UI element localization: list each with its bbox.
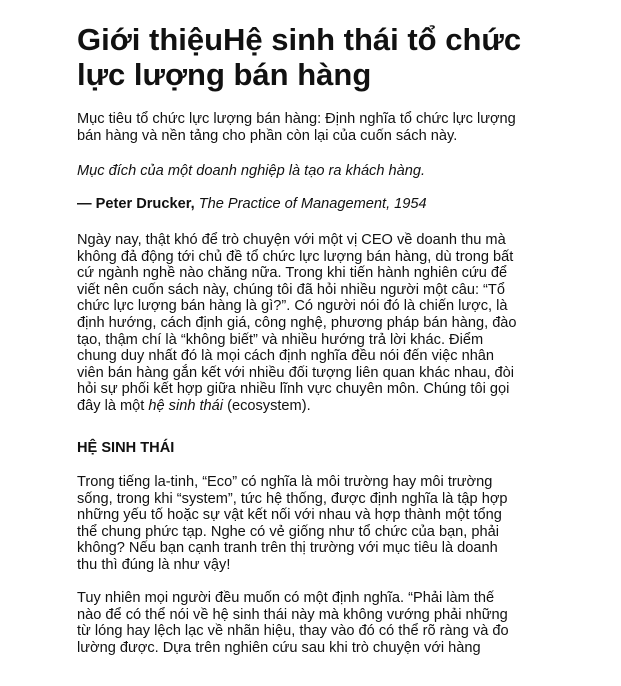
- text-line: Ngày nay, thật khó để trò chuyện với một vị CEO về doanh thu mà: [77, 232, 506, 248]
- text-line: những yếu tố hoặc sự vật kết nối với nhau và hợp thành một tổng: [77, 507, 502, 524]
- title-line: Giới thiệuHệ sinh thái tổ chức: [77, 22, 522, 57]
- text-line: Tuy nhiên mọi người đều muốn có một định nghĩa. “Phải làm thế: [77, 590, 495, 606]
- text-line: tạo, thậm chí là “không biết” và nhiều hướng trả lời khác. Điểm: [77, 331, 484, 348]
- text-line: viên bán hàng gắn kết với nhiều đối tượng liên quan khác nhau, đòi: [77, 364, 515, 381]
- text-line: [77, 398, 517, 415]
- emphasis-term: hệ sinh thái: [148, 397, 224, 414]
- text-line: từ lóng hay lệch lạc về nhãn hiệu, thay vào đó có thể rõ ràng và đo: [77, 623, 509, 640]
- text-line: cứ ngành nghề nào chăng nữa. Trong khi tiến hành nghiên cứu để: [77, 265, 508, 282]
- text-line: lường được. Dựa trên nghiên cứu sau khi trò chuyện với hàng: [77, 639, 481, 656]
- intro-paragraph: [77, 232, 517, 415]
- text-segment: (ecosystem).: [223, 397, 311, 414]
- text-line: Trong tiếng la-tinh, “Eco” có nghĩa là môi trường hay môi trường: [77, 474, 493, 490]
- text-line: sống, trong khi “system”, tức hệ thống, được định nghĩa là tập hợp: [77, 490, 508, 507]
- text-line: chung duy nhất đó là mọi cách định nghĩa đều nói đến việc nhân: [77, 348, 495, 365]
- text-line: chức lực lượng bán hàng là gì?”. Có người nói đó là chiến lược, là: [77, 298, 508, 315]
- text-line: viết nên cuốn sách này, chúng tôi đã hỏi nhiều người một câu: “Tổ: [77, 281, 505, 298]
- text-segment: đây là một: [77, 397, 149, 414]
- text-line: hỏi sự phối kết hợp giữa nhiều lĩnh vực chuyên môn. Chúng tôi gọi: [77, 381, 510, 398]
- text-line: bán hàng và nền tảng cho phần còn lại của cuốn sách này.: [77, 127, 458, 144]
- text-line: nào để có thể nói về hệ sinh thái này mà không vướng phải những: [77, 606, 508, 623]
- page-title: [77, 22, 521, 92]
- definition-paragraph: [77, 590, 509, 656]
- title-line: lực lượng bán hàng: [77, 57, 372, 92]
- text-line: không đả động tới chủ đề tổ chức lực lượng bán hàng, dù trong bất: [77, 248, 514, 265]
- chapter-summary: [77, 111, 516, 144]
- text-line: thể chung phức tạp. Nghe có vẻ giống như tổ chức của bạn, phải: [77, 523, 500, 540]
- text-line: định hướng, cách định giá, công nghệ, phương pháp bán hàng, đào: [77, 314, 517, 331]
- text-line: Mục tiêu tổ chức lực lượng bán hàng: Định nghĩa tổ chức lực lượng: [77, 111, 516, 127]
- text-line: thu thì đúng là như vậy!: [77, 556, 231, 573]
- eco-paragraph: [77, 474, 508, 574]
- quote-author: — Peter Drucker,: [77, 196, 195, 212]
- section-heading: HỆ SINH THÁI: [77, 440, 175, 456]
- text-line: không? Nếu bạn cạnh tranh trên thị trường với mục tiêu là doanh: [77, 540, 498, 557]
- epigraph-quote: Mục đích của một doanh nghiệp là tạo ra khách hàng.: [77, 163, 426, 179]
- quote-source: The Practice of Management, 1954: [198, 196, 427, 212]
- epigraph-attribution: [77, 196, 427, 213]
